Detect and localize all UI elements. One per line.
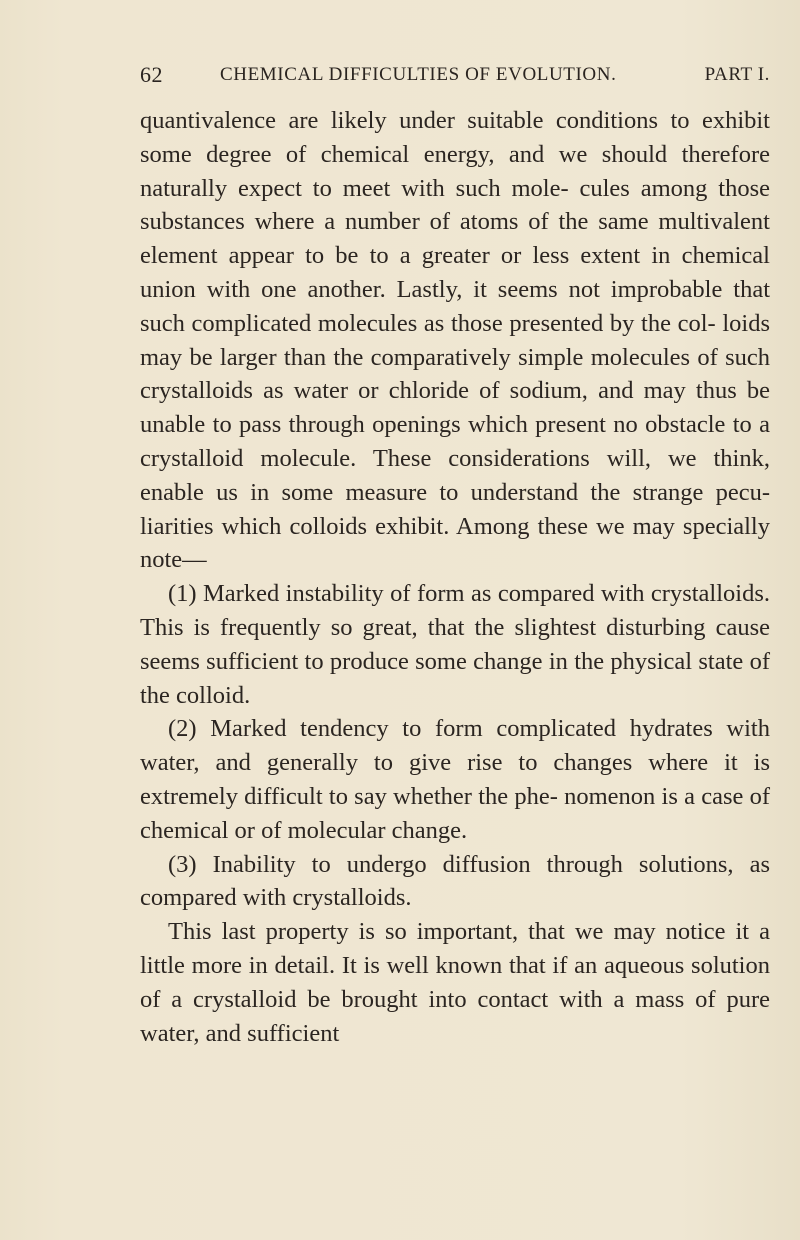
page-number: 62 bbox=[140, 62, 163, 87]
running-title: CHEMICAL DIFFICULTIES OF EVOLUTION. bbox=[220, 64, 617, 85]
body-text bbox=[140, 104, 770, 1050]
running-header bbox=[140, 62, 770, 96]
paragraph-item-1: (1) Marked instability of form as compared with crystalloids. This is frequently so great, that the slightest disturbing cause seems sufficient to produce some change in the physical state of the colloid. bbox=[140, 580, 770, 709]
paragraph-detail: This last property is so important, that we may notice it a little more in detail. It is well known that if an aqueous solution of a crystalloid be brought into contact with a mass of pure water, and sufficient bbox=[140, 918, 770, 1047]
part-label: PART I. bbox=[704, 64, 770, 85]
paragraph-item-3: (3) Inability to undergo diffusion through solutions, as compared with crystalloids. bbox=[140, 850, 770, 912]
paragraph-continuation: quantivalence are likely under suitable conditions to exhibit some degree of chemical energy, and we should therefore naturally expect to meet with such mole- cules among those substances where a number of atoms of the same multivalent element appear to be to a greater or less extent in chemical union with one another. Lastly, it seems not improbable that such complicated molecules as those presented by the col- loids may be larger than the comparatively simple molecules of such crystalloids as water or chloride of sodium, and may thus be unable to pass through openings which present no obstacle to a crystalloid molecule. These considerations will, we think, enable us in some measure to understand the strange pecu- liarities which colloids exhibit. Among these we may specially note— bbox=[140, 107, 770, 574]
paragraph-item-2: (2) Marked tendency to form complicated hydrates with water, and generally to give rise to changes where it is extremely difficult to say whether the phe- nomenon is a case of chemical or of molecular change. bbox=[140, 715, 770, 844]
